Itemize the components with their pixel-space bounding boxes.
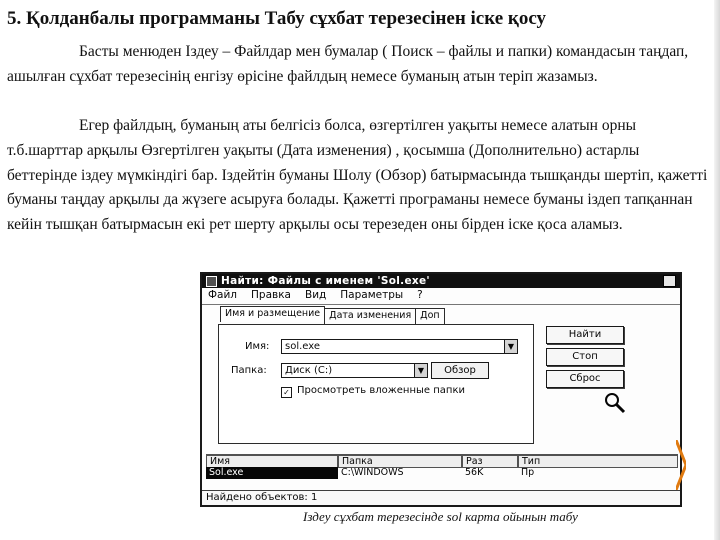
tab-date-modified[interactable]: Дата изменения bbox=[324, 308, 416, 324]
result-size: 56K bbox=[465, 467, 484, 478]
folder-dropdown-icon[interactable]: ▼ bbox=[414, 363, 428, 378]
dialog-title: Найти: Файлы с именем 'Sol.exe' bbox=[221, 275, 430, 287]
magnifier-icon bbox=[604, 392, 626, 414]
result-name[interactable]: Sol.exe bbox=[206, 467, 338, 479]
table-row[interactable] bbox=[206, 467, 678, 479]
close-icon[interactable] bbox=[663, 275, 676, 287]
dialog-titlebar bbox=[202, 274, 680, 288]
browse-button[interactable]: Обзор bbox=[431, 362, 489, 379]
result-type: Пр bbox=[521, 467, 535, 478]
subfolders-checkbox[interactable]: ✓ bbox=[281, 387, 292, 398]
tab-advanced[interactable]: Доп bbox=[415, 308, 444, 324]
folder-select[interactable]: Диск (C:) bbox=[281, 363, 417, 378]
figure-caption: Іздеу сұхбат терезесінде sol карта ойынын табу bbox=[303, 509, 578, 524]
window-icon bbox=[206, 276, 217, 287]
menu-item-options[interactable]: Параметры bbox=[340, 289, 404, 301]
tab-panel bbox=[218, 324, 534, 444]
menu-item-file[interactable]: Файл bbox=[208, 289, 238, 301]
menu-item-help[interactable]: ? bbox=[417, 289, 423, 301]
name-input[interactable]: sol.exe bbox=[281, 339, 507, 354]
result-folder: C:\WINDOWS bbox=[341, 467, 404, 478]
paragraph-2: Егер файлдың, буманың аты белгісіз болса, өзгертілген уақыты немесе алатын орны т.б.шарттар арқылы Өзгертілген уақыты (Дата изменения) , қосымша (Дополнительно) астарлы беттерінде іздеу мүмкіндігі бар. Іздейтін буманы Шолу (Обзор) батырмасында тышқанды шертіп, қажетті буманы таңдау арқылы да жүзеге асыруға болады. Қажетті програманы немесе буманы іздеп тапқаннан кейін тышқан батырмасын екі рет шерту арқылы осы терезеден оны бірден іске қоса аламыз. bbox=[7, 117, 708, 234]
find-files-dialog bbox=[200, 272, 682, 507]
name-label: Имя: bbox=[245, 341, 270, 352]
stop-button[interactable]: Стоп bbox=[546, 348, 624, 366]
page-edge bbox=[714, 0, 720, 540]
subfolders-label: Просмотреть вложенные папки bbox=[297, 385, 465, 396]
slide-title: 5. Қолданбалы программаны Табу сұхбат терезесінен іске қосу bbox=[7, 8, 547, 29]
column-name[interactable]: Имя bbox=[206, 455, 338, 468]
folder-label: Папка: bbox=[231, 365, 267, 376]
orange-marker-icon bbox=[676, 440, 686, 490]
menu-bar bbox=[202, 288, 680, 305]
menu-item-view[interactable]: Вид bbox=[304, 289, 327, 301]
column-size[interactable]: Раз bbox=[462, 455, 518, 468]
tab-strip bbox=[220, 308, 444, 324]
tab-name-location[interactable]: Имя и размещение bbox=[220, 306, 325, 322]
menu-item-edit[interactable]: Правка bbox=[251, 289, 291, 301]
column-folder[interactable]: Папка bbox=[338, 455, 462, 468]
paragraph-1: Басты менюден Іздеу – Файлдар мен бумалар ( Поиск – файлы и папки) командасын таңдап, ашылған сұхбат терезесінің енгізу өрісіне файлдың немесе буманың атын теріп жазамыз. bbox=[7, 43, 689, 85]
name-dropdown-icon[interactable]: ▼ bbox=[504, 339, 518, 354]
find-button[interactable]: Найти bbox=[546, 326, 624, 344]
results-header bbox=[206, 454, 678, 468]
status-bar: Найдено объектов: 1 bbox=[202, 490, 682, 505]
reset-button[interactable]: Сброс bbox=[546, 370, 624, 388]
column-type[interactable]: Тип bbox=[518, 455, 678, 468]
